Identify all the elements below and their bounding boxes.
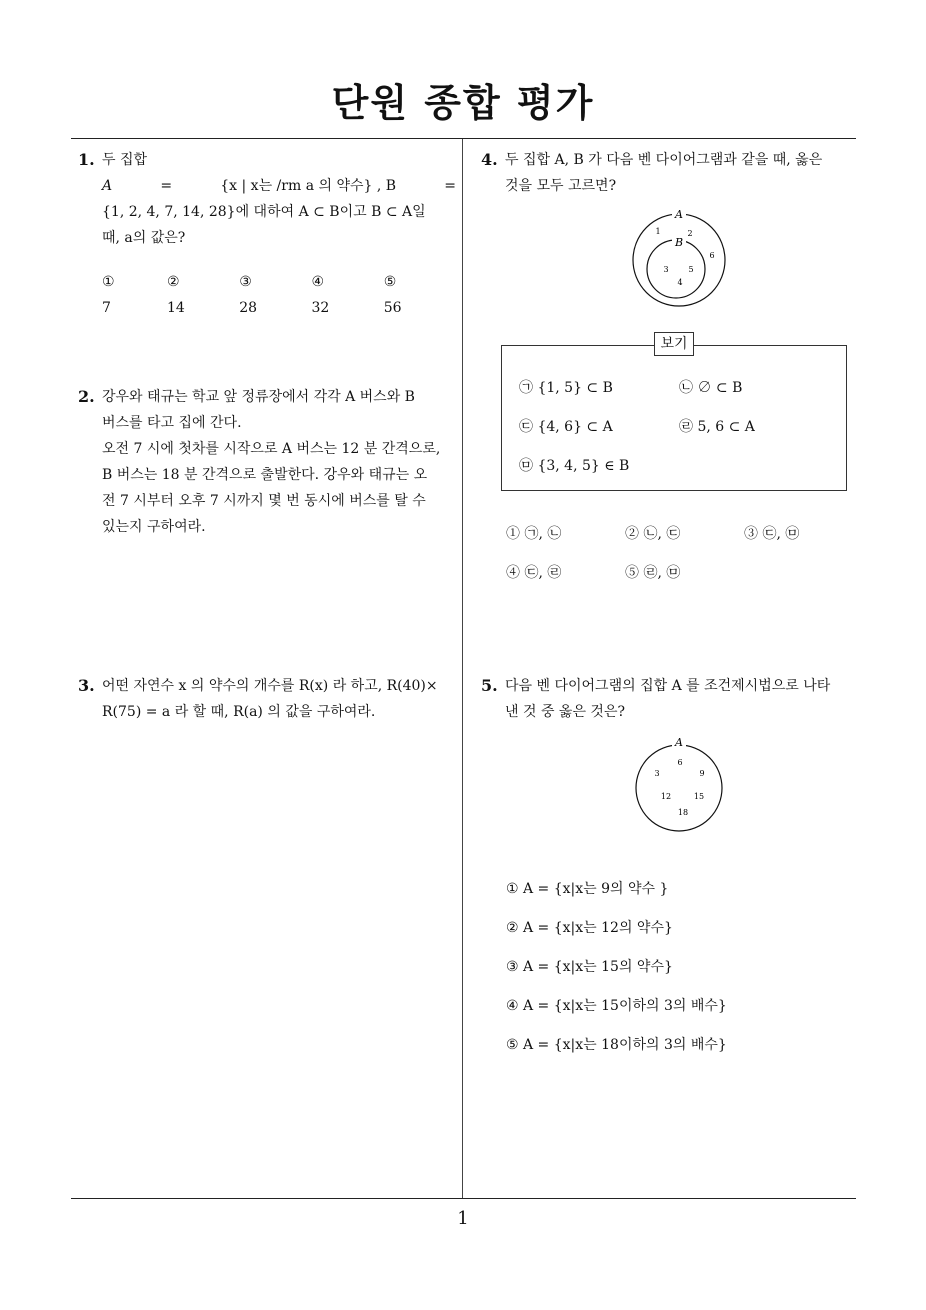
venn-element: 5 — [688, 265, 694, 274]
choice-3[interactable]: ③ A = {x|x는 15의 약수} — [506, 959, 673, 975]
venn-element: 6 — [677, 758, 683, 767]
problem-text-line: 것을 모두 고르면? — [505, 178, 617, 194]
venn-set-a-circle — [633, 214, 725, 306]
problem-text-line — [102, 173, 456, 199]
venn-element: 9 — [699, 769, 705, 778]
choice-1[interactable]: ① ㉠, ㉡ — [506, 526, 562, 542]
problem-2 — [78, 384, 456, 540]
choice-4[interactable]: ④ 32 — [311, 274, 330, 316]
problem-5 — [481, 673, 861, 725]
problem-text-line: 어떤 자연수 x 의 약수의 개수를 R(x) 라 하고, R(40)× — [102, 678, 438, 694]
problem-text-line: 때, a의 값은? — [102, 230, 186, 246]
problem-number: 3. — [78, 676, 95, 695]
bogi-label: 보기 — [654, 332, 694, 356]
page-title: 단원 종합 평가 — [331, 81, 595, 125]
problem-text-line: 버스를 타고 집에 간다. — [102, 415, 242, 431]
problem-number: 4. — [481, 150, 498, 169]
venn-element: 1 — [655, 227, 661, 236]
choice-5[interactable]: ⑤ ㉣, ㉤ — [625, 565, 681, 581]
top-rule — [71, 138, 856, 139]
choice-4[interactable]: ④ ㉢, ㉣ — [506, 565, 562, 581]
problem-number: 5. — [481, 676, 498, 695]
venn-element: 3 — [654, 769, 660, 778]
choice-5[interactable]: ⑤ 56 — [383, 274, 402, 316]
problem-3 — [78, 673, 456, 725]
column-divider — [462, 139, 463, 1198]
problem-text-line: R(75) = a 라 할 때, R(a) 의 값을 구하여라. — [102, 704, 376, 720]
problem-text-line: B 버스는 18 분 간격으로 출발한다. 강우와 태규는 오 — [102, 467, 428, 483]
choice-5[interactable]: ⑤ A = {x|x는 18이하의 3의 배수} — [506, 1037, 727, 1053]
venn-label-a: A — [675, 736, 683, 749]
bogi-item-5: ㉤ {3, 4, 5} ∈ B — [519, 458, 630, 474]
venn-diagram-problem-4 — [628, 206, 732, 310]
choice-2[interactable]: ② A = {x|x는 12의 약수} — [506, 920, 673, 936]
bottom-rule — [71, 1198, 856, 1199]
problem-number: 2. — [78, 387, 95, 406]
venn-element: 6 — [709, 251, 715, 260]
problem-text-line: 강우와 태규는 학교 앞 정류장에서 각각 A 버스와 B — [102, 389, 415, 405]
problem-text: 두 집합 — [102, 152, 148, 168]
venn-element: 2 — [687, 229, 693, 238]
answer-choices — [102, 269, 456, 321]
choice-3[interactable]: ③ ㉢, ㉤ — [744, 526, 800, 542]
venn-element: 18 — [677, 808, 689, 817]
problem-text-line: {1, 2, 4, 7, 14, 28}에 대하여 A ⊂ B이고 B ⊂ A일 — [102, 204, 426, 220]
problem-4 — [481, 147, 861, 199]
problem-text-line: 오전 7 시에 첫차를 시작으로 A 버스는 12 분 간격으로, — [102, 441, 441, 457]
problem-text-line: 전 7 시부터 오후 7 시까지 몇 번 동시에 버스를 탈 수 — [102, 493, 426, 509]
equals-sign: = — [444, 178, 456, 194]
venn-label-a: A — [675, 208, 683, 221]
choice-4[interactable]: ④ A = {x|x는 15이하의 3의 배수} — [506, 998, 727, 1014]
problem-text-line: 낸 것 중 옳은 것은? — [505, 704, 625, 720]
choice-1[interactable]: ① A = {x|x는 9의 약수 } — [506, 881, 669, 897]
venn-element: 4 — [677, 278, 683, 287]
choice-3[interactable]: ③ 28 — [239, 274, 258, 316]
bogi-item-3: ㉢ {4, 6} ⊂ A — [519, 419, 613, 435]
problem-text-line: 있는지 구하여라. — [102, 519, 206, 535]
venn-element: 15 — [693, 792, 705, 801]
page-number: 1 — [457, 1208, 469, 1229]
bogi-item-1: ㉠ {1, 5} ⊂ B — [519, 380, 613, 396]
venn-element: 3 — [663, 265, 669, 274]
equals-sign: = — [160, 178, 173, 194]
problem-1 — [78, 147, 456, 321]
set-a-symbol: A — [102, 178, 113, 194]
venn-element: 12 — [660, 792, 672, 801]
venn-diagram-problem-5 — [630, 734, 730, 834]
bogi-item-2: ㉡ ∅ ⊂ B — [679, 380, 743, 396]
choice-2[interactable]: ② ㉡, ㉢ — [625, 526, 681, 542]
set-definition: {x | x는 /rm a 의 약수} , B — [220, 178, 397, 194]
bogi-item-4: ㉣ 5, 6 ⊂ A — [679, 419, 755, 435]
choice-2[interactable]: ② 14 — [167, 274, 185, 316]
problem-text-line: 다음 벤 다이어그램의 집합 A 를 조건제시법으로 나타 — [505, 678, 831, 694]
problem-number: 1. — [78, 150, 95, 169]
problem-text-line: 두 집합 A, B 가 다음 벤 다이어그램과 같을 때, 옳은 — [505, 152, 823, 168]
venn-label-b: B — [674, 236, 684, 249]
choice-1[interactable]: ① 7 — [102, 274, 115, 316]
